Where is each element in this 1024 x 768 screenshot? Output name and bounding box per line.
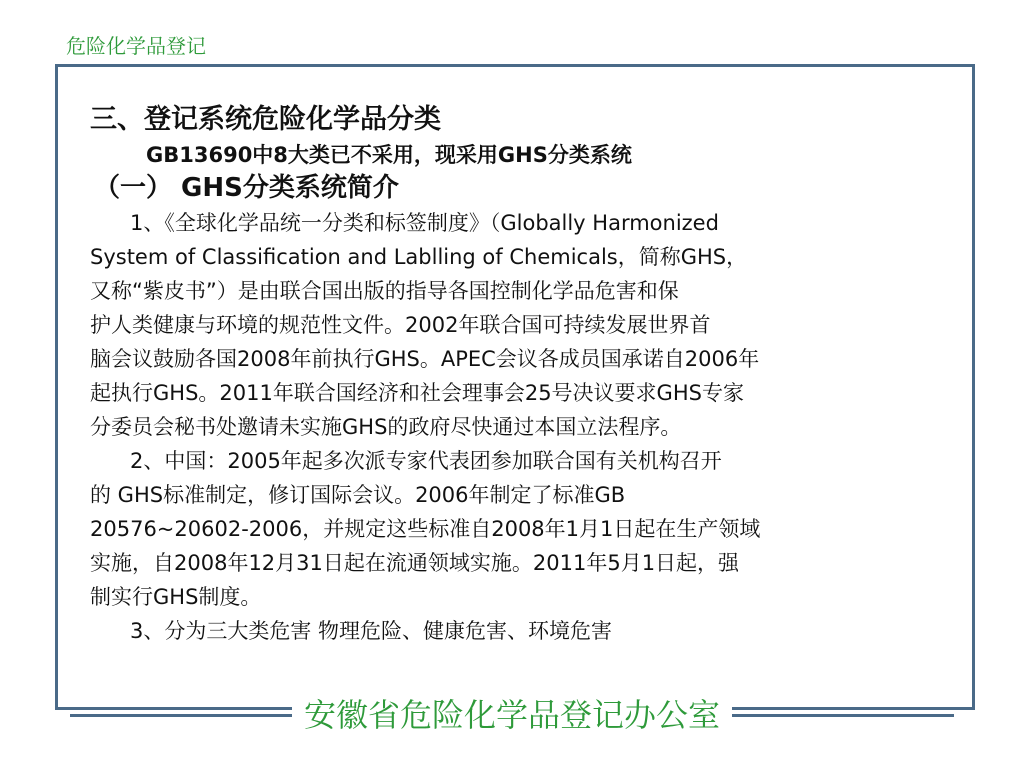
- paragraph-line: 护人类健康与环境的规范性文件。2002年联合国可持续发展世界首: [90, 313, 711, 337]
- paragraph-line: 的 GHS标准制定，修订国际会议。2006年制定了标准GB: [90, 483, 626, 507]
- paragraph-line: 实施，自2008年12月31日起在流通领域实施。2011年5月1日起，强: [90, 551, 740, 575]
- paragraph-line: 又称“紫皮书”）是由联合国出版的指导各国控制化学品危害和保: [90, 279, 679, 303]
- footer: [0, 690, 1024, 740]
- subsection-title: （一） GHS分类系统简介: [94, 173, 399, 203]
- footer-rule-left: [70, 714, 292, 717]
- paragraph-line: 2、中国：2005年起多次派专家代表团参加联合国有关机构召开: [130, 449, 722, 473]
- paragraph-line: 20576~20602-2006，并规定这些标准自2008年1月1日起在生产领域: [90, 517, 761, 541]
- footer-org-name: 安徽省危险化学品登记办公室: [292, 693, 732, 737]
- section-subtitle: GB13690中8大类已不采用，现采用GHS分类系统: [146, 143, 632, 167]
- paragraph-line: System of Classification and Lablling of Chemicals，简称GHS，: [90, 245, 748, 269]
- paragraph-line: 3、分为三大类危害 物理危险、健康危害、环境危害: [130, 619, 613, 643]
- footer-rule-right: [732, 714, 954, 717]
- paragraph-line: 分委员会秘书处邀请未实施GHS的政府尽快通过本国立法程序。: [90, 415, 682, 439]
- slide-content: [90, 100, 950, 648]
- paragraph-line: 1、《全球化学品统一分类和标签制度》（Globally Harmonized: [130, 211, 719, 235]
- paragraph-line: 起执行GHS。2011年联合国经济和社会理事会25号决议要求GHS专家: [90, 381, 744, 405]
- paragraph-line: 脑会议鼓励各国2008年前执行GHS。APEC会议各成员国承诺自2006年: [90, 347, 760, 371]
- section-title: 三、登记系统危险化学品分类: [90, 104, 441, 135]
- header-title: 危险化学品登记: [66, 34, 206, 58]
- paragraph-line: 制实行GHS制度。: [90, 585, 262, 609]
